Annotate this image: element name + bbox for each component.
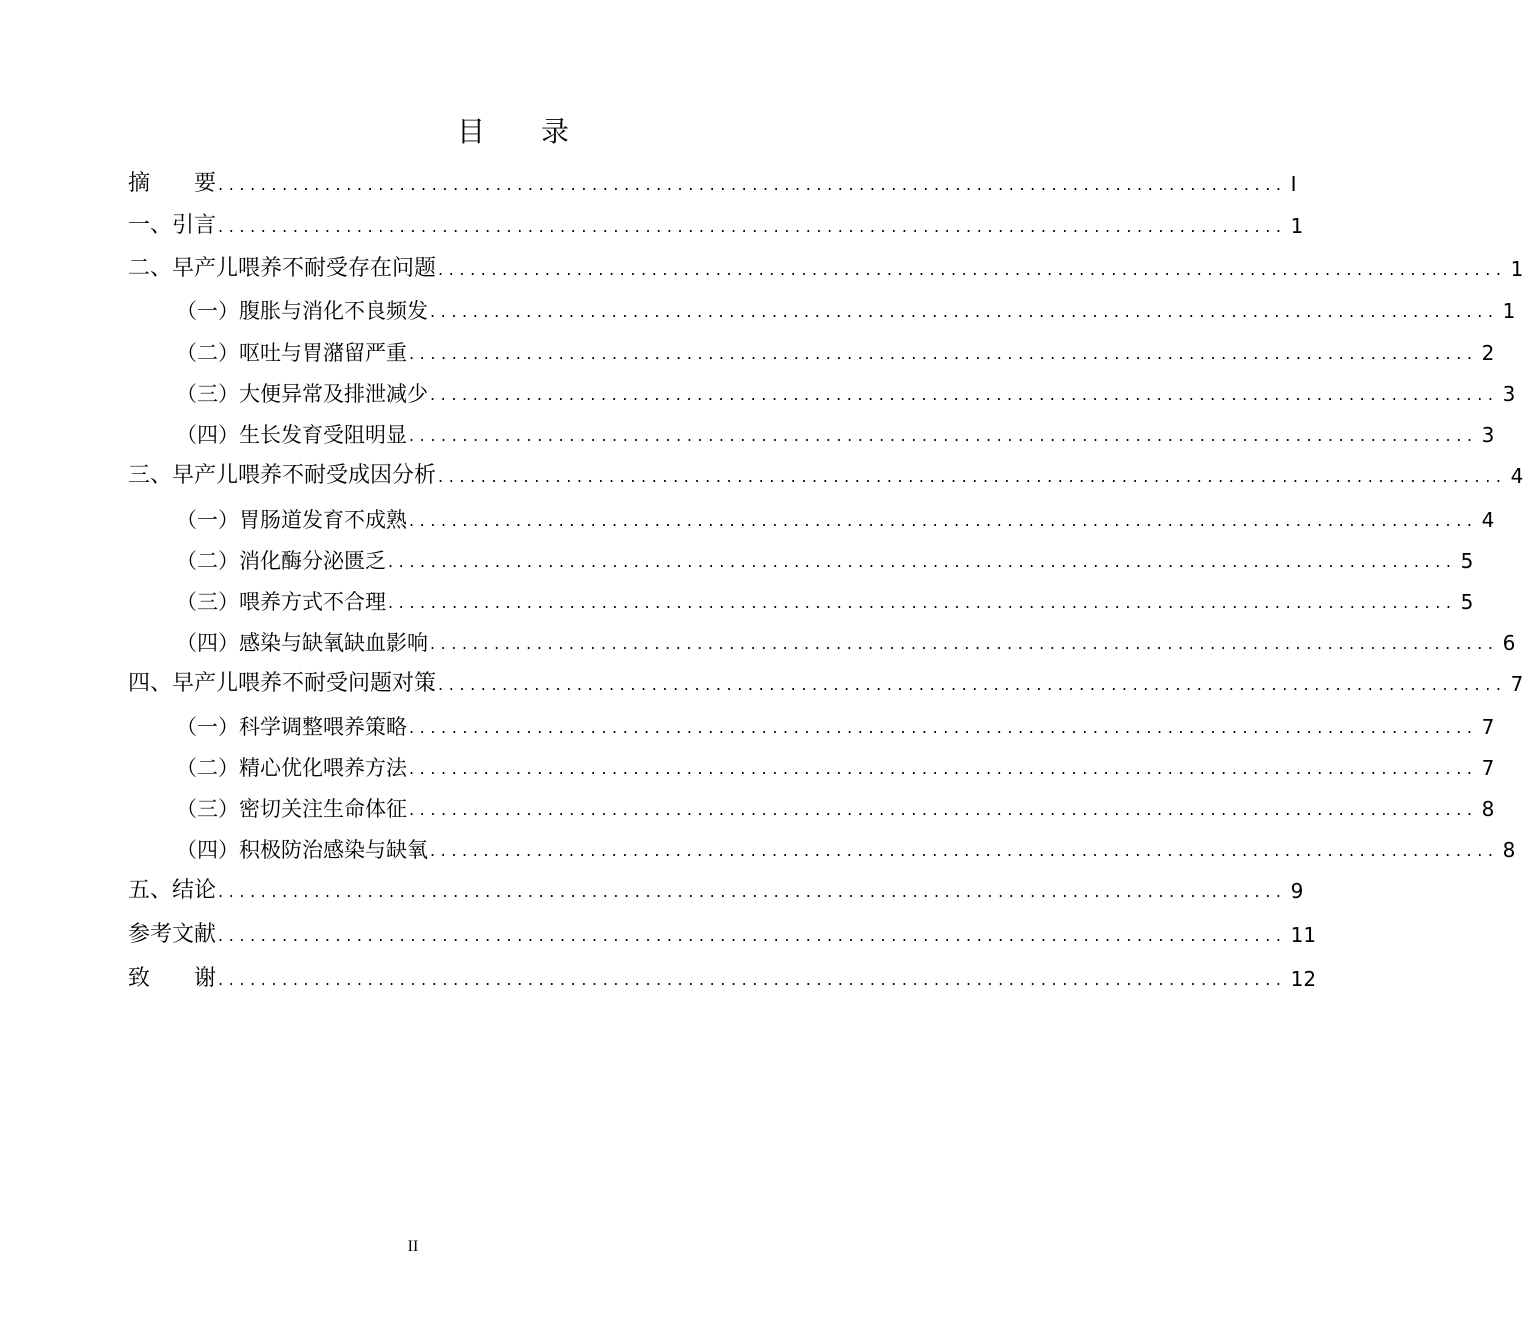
toc-entry[interactable] xyxy=(128,870,1304,904)
toc-leader-dots: .................................................................................................... xyxy=(409,718,1478,737)
toc-entry[interactable] xyxy=(128,455,1523,489)
toc-entry[interactable] xyxy=(176,788,1495,822)
toc-leader-dots: .................................................................................................... xyxy=(218,926,1287,945)
toc-entry-page: 8 xyxy=(1502,838,1516,862)
toc-entry-label: （三）密切关注生命体征 xyxy=(176,797,407,821)
toc-entry-label: （一）腹胀与消化不良频发 xyxy=(176,299,428,323)
toc-entry-page: 9 xyxy=(1290,879,1304,903)
toc-leader-dots: .................................................................................................... xyxy=(438,675,1507,694)
toc-leader-dots: .................................................................................................... xyxy=(218,175,1287,194)
toc-entry[interactable] xyxy=(128,914,1317,948)
toc-leader-dots: .................................................................................................... xyxy=(218,882,1287,901)
toc-leader-dots: .................................................................................................... xyxy=(430,841,1499,860)
toc-entry[interactable] xyxy=(176,290,1516,324)
toc-entry-label: 二、早产儿喂养不耐受存在问题 xyxy=(128,256,437,281)
toc-leader-dots: .................................................................................................... xyxy=(409,800,1478,819)
toc-entry[interactable] xyxy=(128,163,1297,197)
toc-title: 目 录 xyxy=(456,115,569,148)
toc-entry-page: 11 xyxy=(1290,923,1317,947)
toc-entry-label: （一）科学调整喂养策略 xyxy=(176,715,407,739)
toc-entry[interactable] xyxy=(128,958,1317,992)
toc-entry[interactable] xyxy=(176,414,1495,448)
toc-entry-label: 五、结论 xyxy=(128,878,217,903)
toc-entry-page: 4 xyxy=(1481,508,1495,532)
toc-leader-dots: .................................................................................................... xyxy=(409,759,1478,778)
toc-entry[interactable] xyxy=(128,663,1523,697)
toc-leader-dots: .................................................................................................... xyxy=(388,552,1457,571)
toc-entry-page: 2 xyxy=(1481,341,1495,365)
toc-entry-page: 1 xyxy=(1290,214,1304,238)
toc-entry[interactable] xyxy=(176,540,1474,574)
toc-entry-page: 7 xyxy=(1481,715,1495,739)
toc-entry[interactable] xyxy=(176,332,1495,366)
toc-entry[interactable] xyxy=(128,205,1304,239)
toc-leader-dots: .................................................................................................... xyxy=(409,344,1478,363)
toc-leader-dots: .................................................................................................... xyxy=(438,467,1507,486)
toc-leader-dots: .................................................................................................... xyxy=(218,970,1287,989)
toc-entry-page: 1 xyxy=(1502,299,1516,323)
toc-entry[interactable] xyxy=(176,829,1516,863)
toc-leader-dots: .................................................................................................... xyxy=(430,302,1499,321)
toc-entry-label: 摘 要 xyxy=(128,171,217,196)
toc-entry-label: （二）呕吐与胃潴留严重 xyxy=(176,341,407,365)
toc-entry[interactable] xyxy=(128,248,1523,282)
toc-entry-label: 三、早产儿喂养不耐受成因分析 xyxy=(128,463,437,488)
toc-entry-label: （二）消化酶分泌匮乏 xyxy=(176,549,386,573)
toc-entry-page: 12 xyxy=(1290,967,1317,991)
toc-entry[interactable] xyxy=(176,581,1474,615)
toc-entry-page: 7 xyxy=(1481,756,1495,780)
toc-entry-page: 5 xyxy=(1460,549,1474,573)
toc-entry-page: 5 xyxy=(1460,590,1474,614)
toc-leader-dots: .................................................................................................... xyxy=(409,511,1478,530)
toc-entry-page: 3 xyxy=(1502,382,1516,406)
toc-entry-label: （二）精心优化喂养方法 xyxy=(176,756,407,780)
toc-entry[interactable] xyxy=(176,499,1495,533)
toc-entry-page: I xyxy=(1290,172,1297,196)
toc-leader-dots: .................................................................................................... xyxy=(430,634,1499,653)
toc-entry-label: （一）胃肠道发育不成熟 xyxy=(176,508,407,532)
toc-entry-page: 8 xyxy=(1481,797,1495,821)
toc-entry-label: （三）大便异常及排泄减少 xyxy=(176,382,428,406)
toc-entry-label: 四、早产儿喂养不耐受问题对策 xyxy=(128,671,437,696)
toc-entry-label: （四）生长发育受阻明显 xyxy=(176,423,407,447)
toc-entry-page: 1 xyxy=(1510,257,1523,281)
toc-leader-dots: .................................................................................................... xyxy=(218,217,1287,236)
toc-entry-label: 一、引言 xyxy=(128,213,217,238)
toc-entry[interactable] xyxy=(176,373,1516,407)
toc-leader-dots: .................................................................................................... xyxy=(409,426,1478,445)
toc-entry-page: 6 xyxy=(1502,631,1516,655)
toc-entry-label: （四）感染与缺氧缺血影响 xyxy=(176,631,428,655)
toc-leader-dots: .................................................................................................... xyxy=(388,593,1457,612)
toc-leader-dots: .................................................................................................... xyxy=(430,385,1499,404)
toc-entry-page: 7 xyxy=(1510,672,1523,696)
toc-entry-label: 参考文献 xyxy=(128,922,217,947)
toc-entry[interactable] xyxy=(176,622,1516,656)
page-number: II xyxy=(407,1238,419,1255)
toc-entry-label: 致 谢 xyxy=(128,966,217,991)
toc-leader-dots: .................................................................................................... xyxy=(438,260,1507,279)
toc-entry-page: 3 xyxy=(1481,423,1495,447)
toc-entry-label: （三）喂养方式不合理 xyxy=(176,590,386,614)
toc-entry-page: 4 xyxy=(1510,464,1523,488)
toc-entry-label: （四）积极防治感染与缺氧 xyxy=(176,838,428,862)
toc-entry[interactable] xyxy=(176,706,1495,740)
toc-entry[interactable] xyxy=(176,747,1495,781)
